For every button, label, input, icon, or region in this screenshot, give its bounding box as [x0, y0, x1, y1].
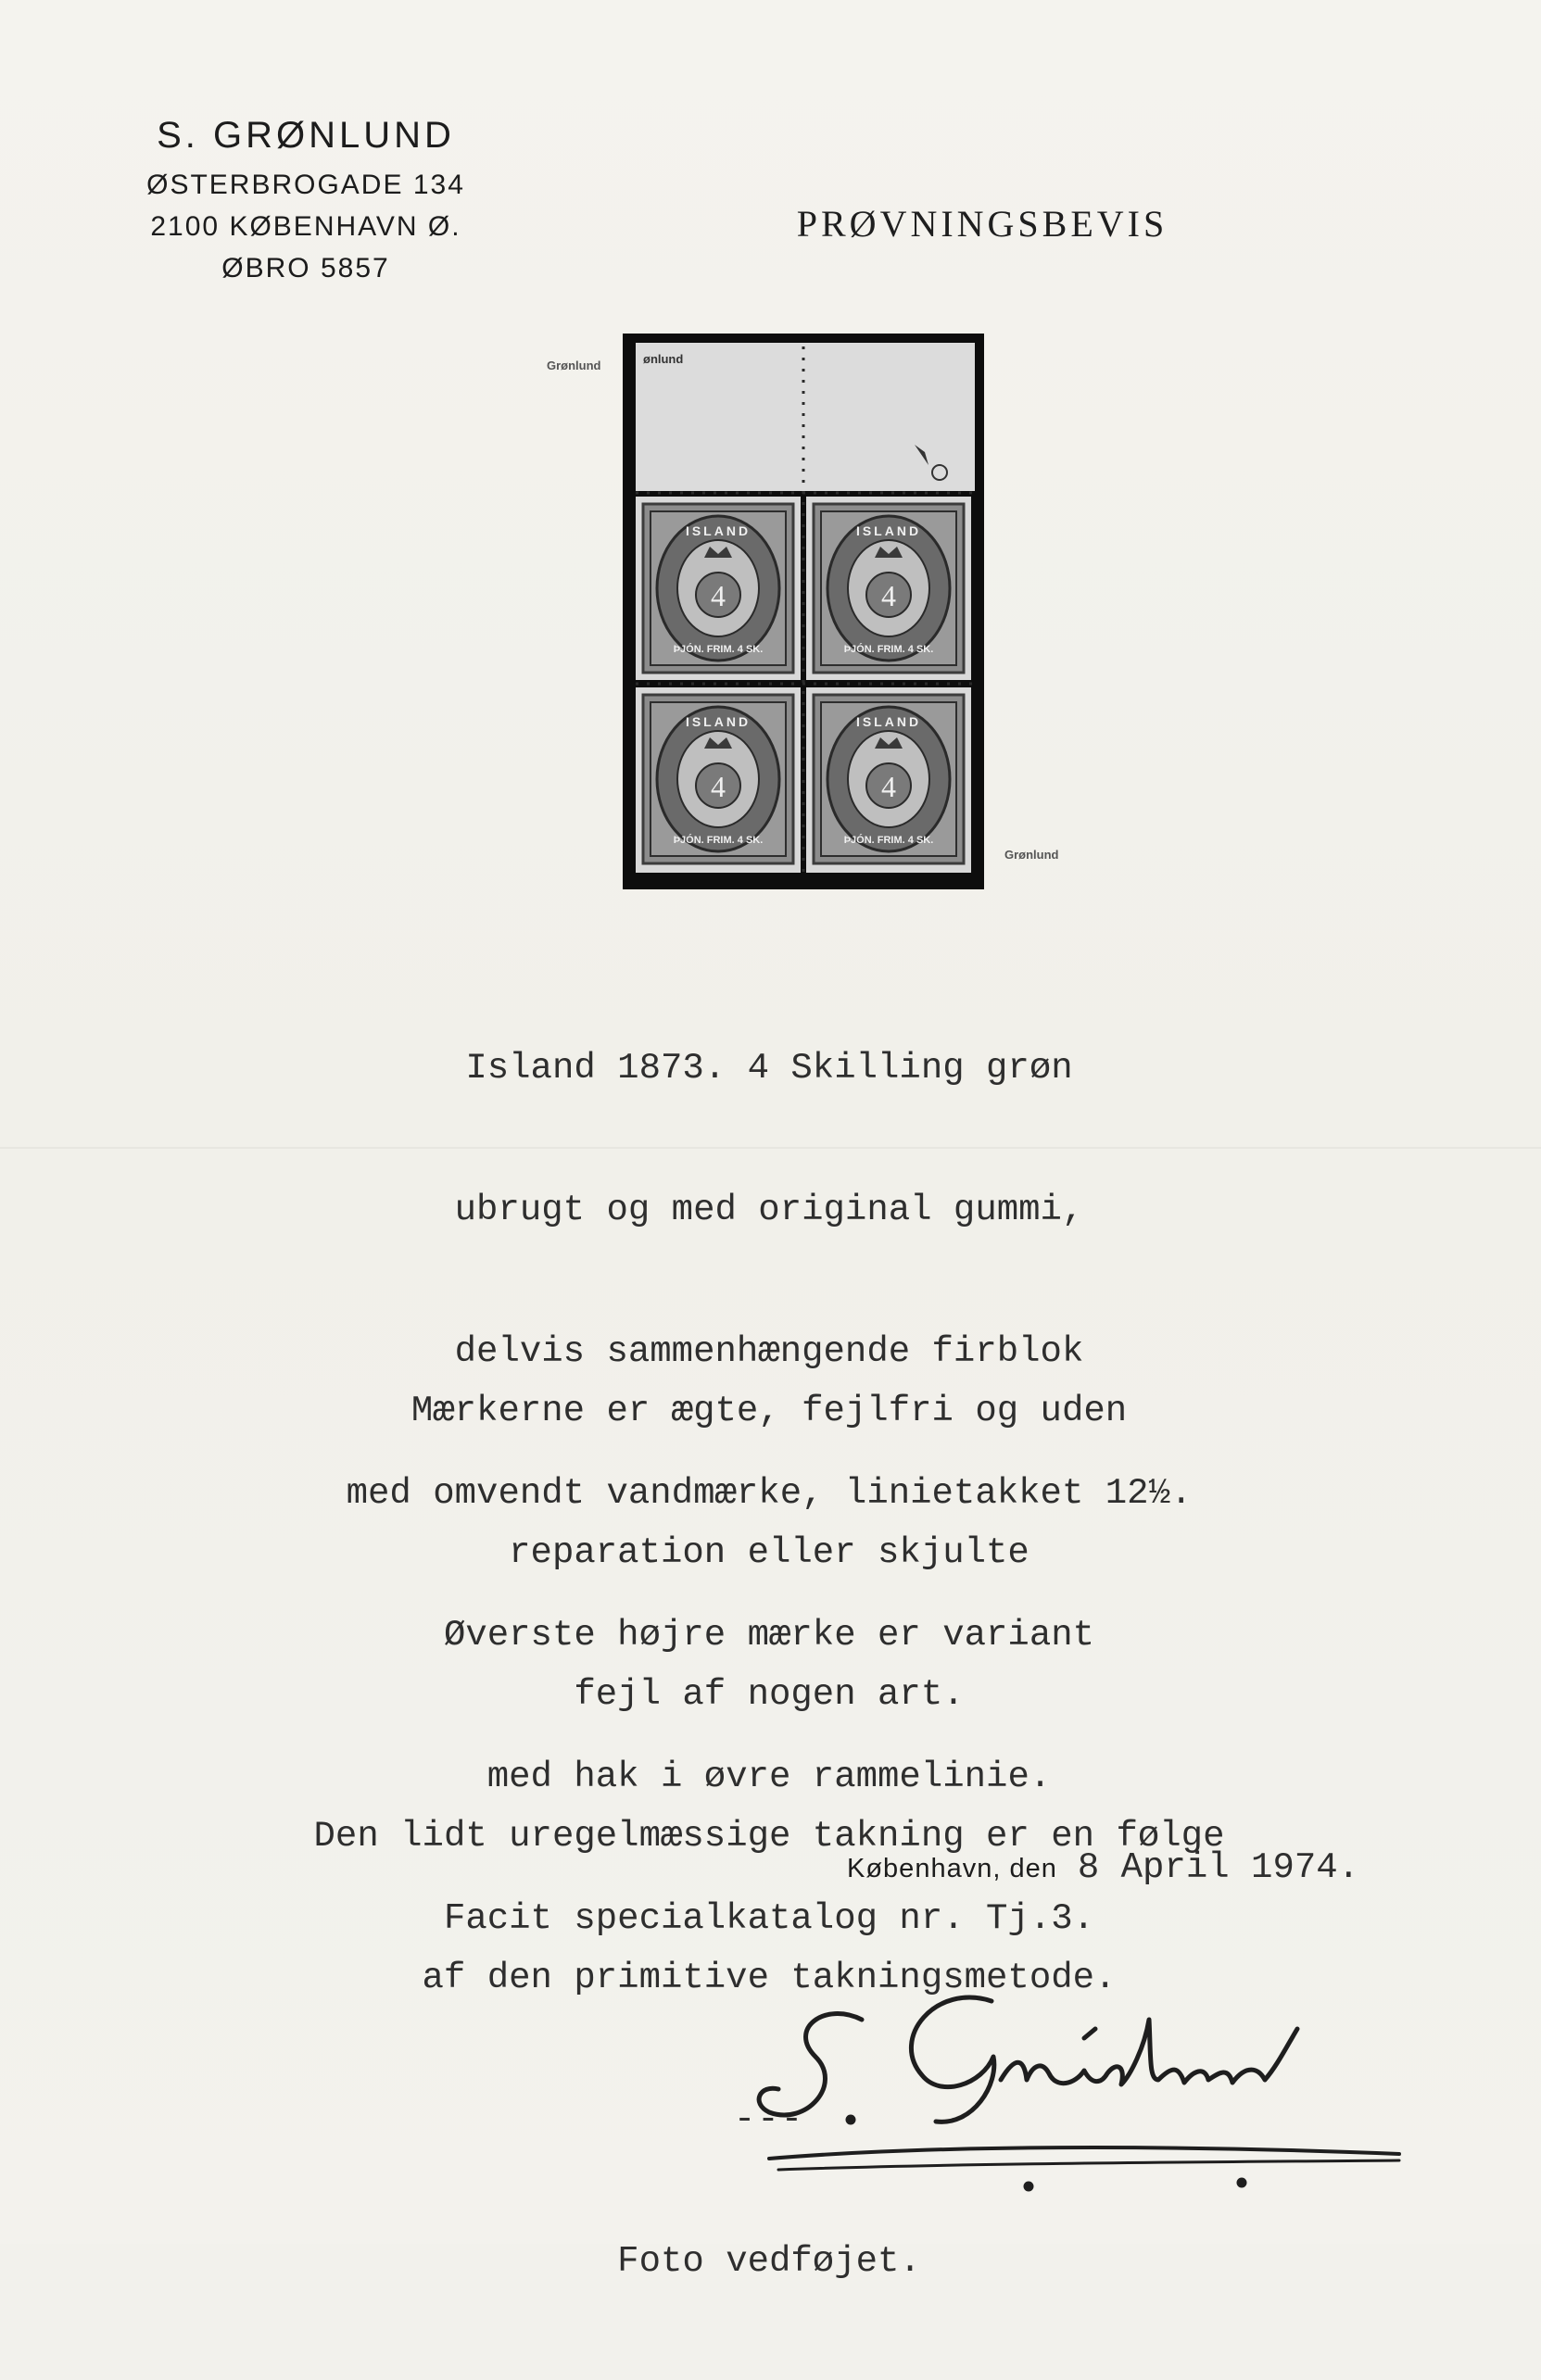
svg-text:ønlund: ønlund [643, 352, 684, 366]
description-line-3: delvis sammenhængende firblok [454, 1331, 1084, 1372]
statement-separator: --- [733, 2099, 805, 2140]
statement-line-5: af den primitive takningsmetode. [422, 1958, 1117, 1998]
description-line-5: Øverste højre mærke er variant [443, 1615, 1095, 1656]
date-value: 8 April 1974. [1077, 1847, 1360, 1888]
svg-text:ISLAND: ISLAND [685, 523, 752, 538]
description-line-1: Island 1873. 4 Skilling grøn [465, 1048, 1073, 1089]
document-title: PRØVNINGSBEVIS [796, 203, 1168, 245]
letterhead-phone: ØBRO 5857 [221, 253, 390, 283]
letterhead [111, 107, 500, 289]
description-line-4: med omvendt vandmærke, linietakket 12½. [346, 1473, 1193, 1514]
statement-line-1: Mærkerne er ægte, fejlfri og uden [411, 1391, 1128, 1431]
letterhead-name: S. GRØNLUND [157, 115, 455, 156]
stamp-block-photo [623, 334, 984, 889]
expert-stamp-right: Grønlund [1004, 848, 1059, 862]
statement-line-2: reparation eller skjulte [509, 1532, 1029, 1573]
letterhead-city: 2100 KØBENHAVN Ø. [150, 211, 461, 242]
svg-text:ÞJÓN. FRIM. 4 SK.: ÞJÓN. FRIM. 4 SK. [673, 644, 764, 655]
statement-line-4: Den lidt uregelmæssige takning er en følge [313, 1816, 1225, 1857]
svg-text:4: 4 [711, 579, 726, 612]
description-line-7: Facit specialkatalog nr. Tj.3. [443, 1898, 1095, 1939]
authenticity-statement [167, 1293, 1371, 2380]
statement-line-3: fejl af nogen art. [574, 1674, 965, 1715]
handwritten-signature [751, 1964, 1418, 2205]
expert-stamp-left: Grønlund [547, 359, 601, 372]
stamp-block-image [623, 334, 984, 889]
description-line-6: med hak i øvre rammelinie. [486, 1757, 1052, 1797]
description-line-2: ubrugt og med original gummi, [454, 1190, 1084, 1230]
letterhead-street: ØSTERBROGADE 134 [146, 170, 465, 200]
date-label: København, den [847, 1854, 1057, 1883]
statement-line-7: Foto vedføjet. [617, 2241, 921, 2282]
dateline [847, 1847, 1459, 1888]
